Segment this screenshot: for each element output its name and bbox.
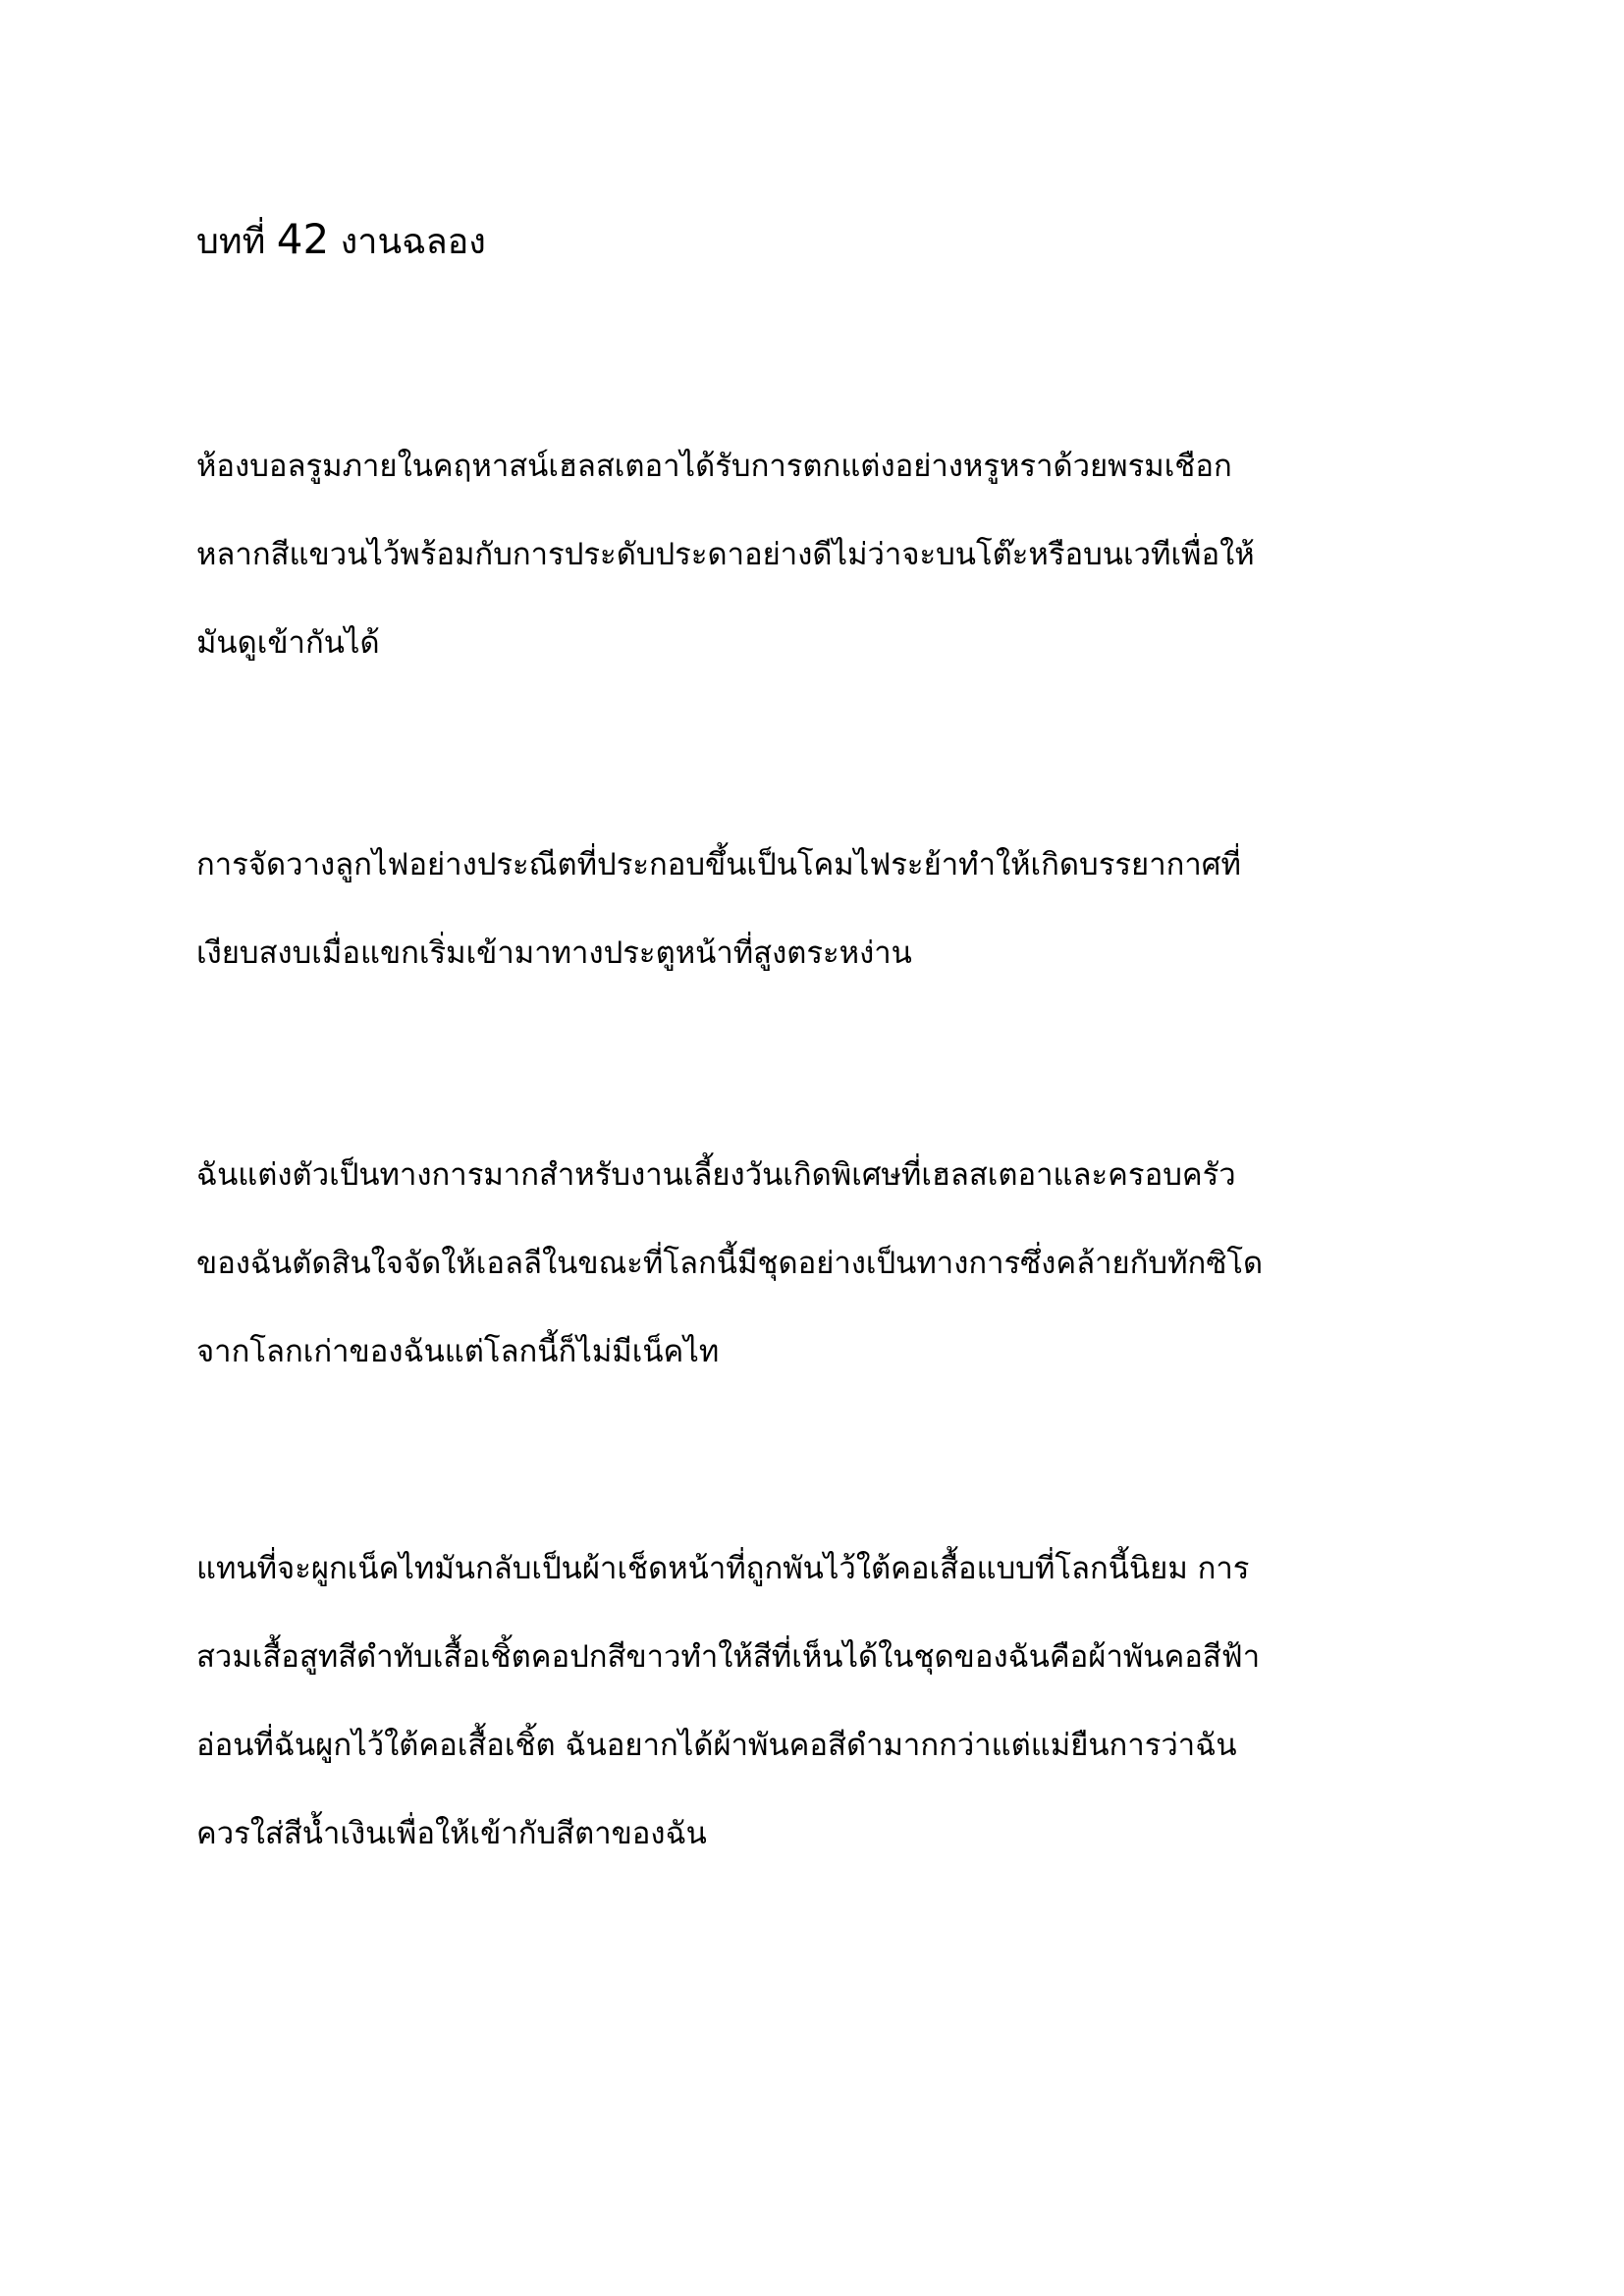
paragraph-1 — [196, 422, 1434, 687]
paragraph-line: ควรใส่สีน้ำเงินเพื่อให้เข้ากับสีตาของฉัน — [196, 1816, 707, 1851]
paragraph-line: ของฉันตัดสินใจจัดให้เอลลีในขณะที่โลกนี้มีชุดอย่างเป็นทางการซึ่งคล้ายกับทักซิโด — [196, 1246, 1264, 1281]
chapter-heading — [196, 210, 486, 272]
paragraph-line: สวมเสื้อสูทสีดำทับเสื้อเชิ้ตคอปกสีขาวทำให้สีที่เห็นได้ในชุดของฉันคือผ้าพันคอสีฟ้า — [196, 1639, 1261, 1675]
paragraph-line: ห้องบอลรูมภายในคฤหาสน์เฮลสเตอาได้รับการตกแต่งอย่างหรูหราด้วยพรมเชือก — [196, 449, 1232, 484]
paragraph-line: ฉันแต่งตัวเป็นทางการมากสำหรับงานเลี้ยงวันเกิดพิเศษที่เฮลสเตอาและครอบครัว — [196, 1157, 1236, 1193]
paragraph-3 — [196, 1131, 1434, 1396]
paragraph-4 — [196, 1524, 1434, 1878]
paragraph-line: จากโลกเก่าของฉันแต่โลกนี้ก็ไม่มีเน็คไท — [196, 1334, 720, 1369]
paragraph-line: เงียบสงบเมื่อแขกเริ่มเข้ามาทางประตูหน้าที่สูงตระหง่าน — [196, 935, 912, 971]
paragraph-line: อ่อนที่ฉันผูกไว้ใต้คอเสื้อเชิ้ต ฉันอยากได้ผ้าพันคอสีดำมากกว่าแต่แม่ยืนการว่าฉัน — [196, 1728, 1237, 1763]
chapter-number: 42 — [276, 215, 330, 263]
paragraph-line: การจัดวางลูกไฟอย่างประณีตที่ประกอบขึ้นเป็นโคมไฟระย้าทำให้เกิดบรรยากาศที่ — [196, 847, 1241, 882]
paragraph-line: หลากสีแขวนไว้พร้อมกับการประดับประดาอย่างดีไม่ว่าจะบนโต๊ะหรือบนเวทีเพื่อให้ — [196, 537, 1255, 572]
paragraph-2 — [196, 821, 1434, 997]
paragraph-line: แทนที่จะผูกเน็คไทมันกลับเป็นผ้าเช็ดหน้าที่ถูกพันไว้ใต้คอเสื้อแบบที่โลกนี้นิยม การ — [196, 1551, 1250, 1586]
paragraph-line: มันดูเข้ากันได้ — [196, 625, 380, 661]
chapter-prefix: บทที่ — [196, 222, 266, 262]
chapter-title: งานฉลอง — [340, 222, 486, 262]
